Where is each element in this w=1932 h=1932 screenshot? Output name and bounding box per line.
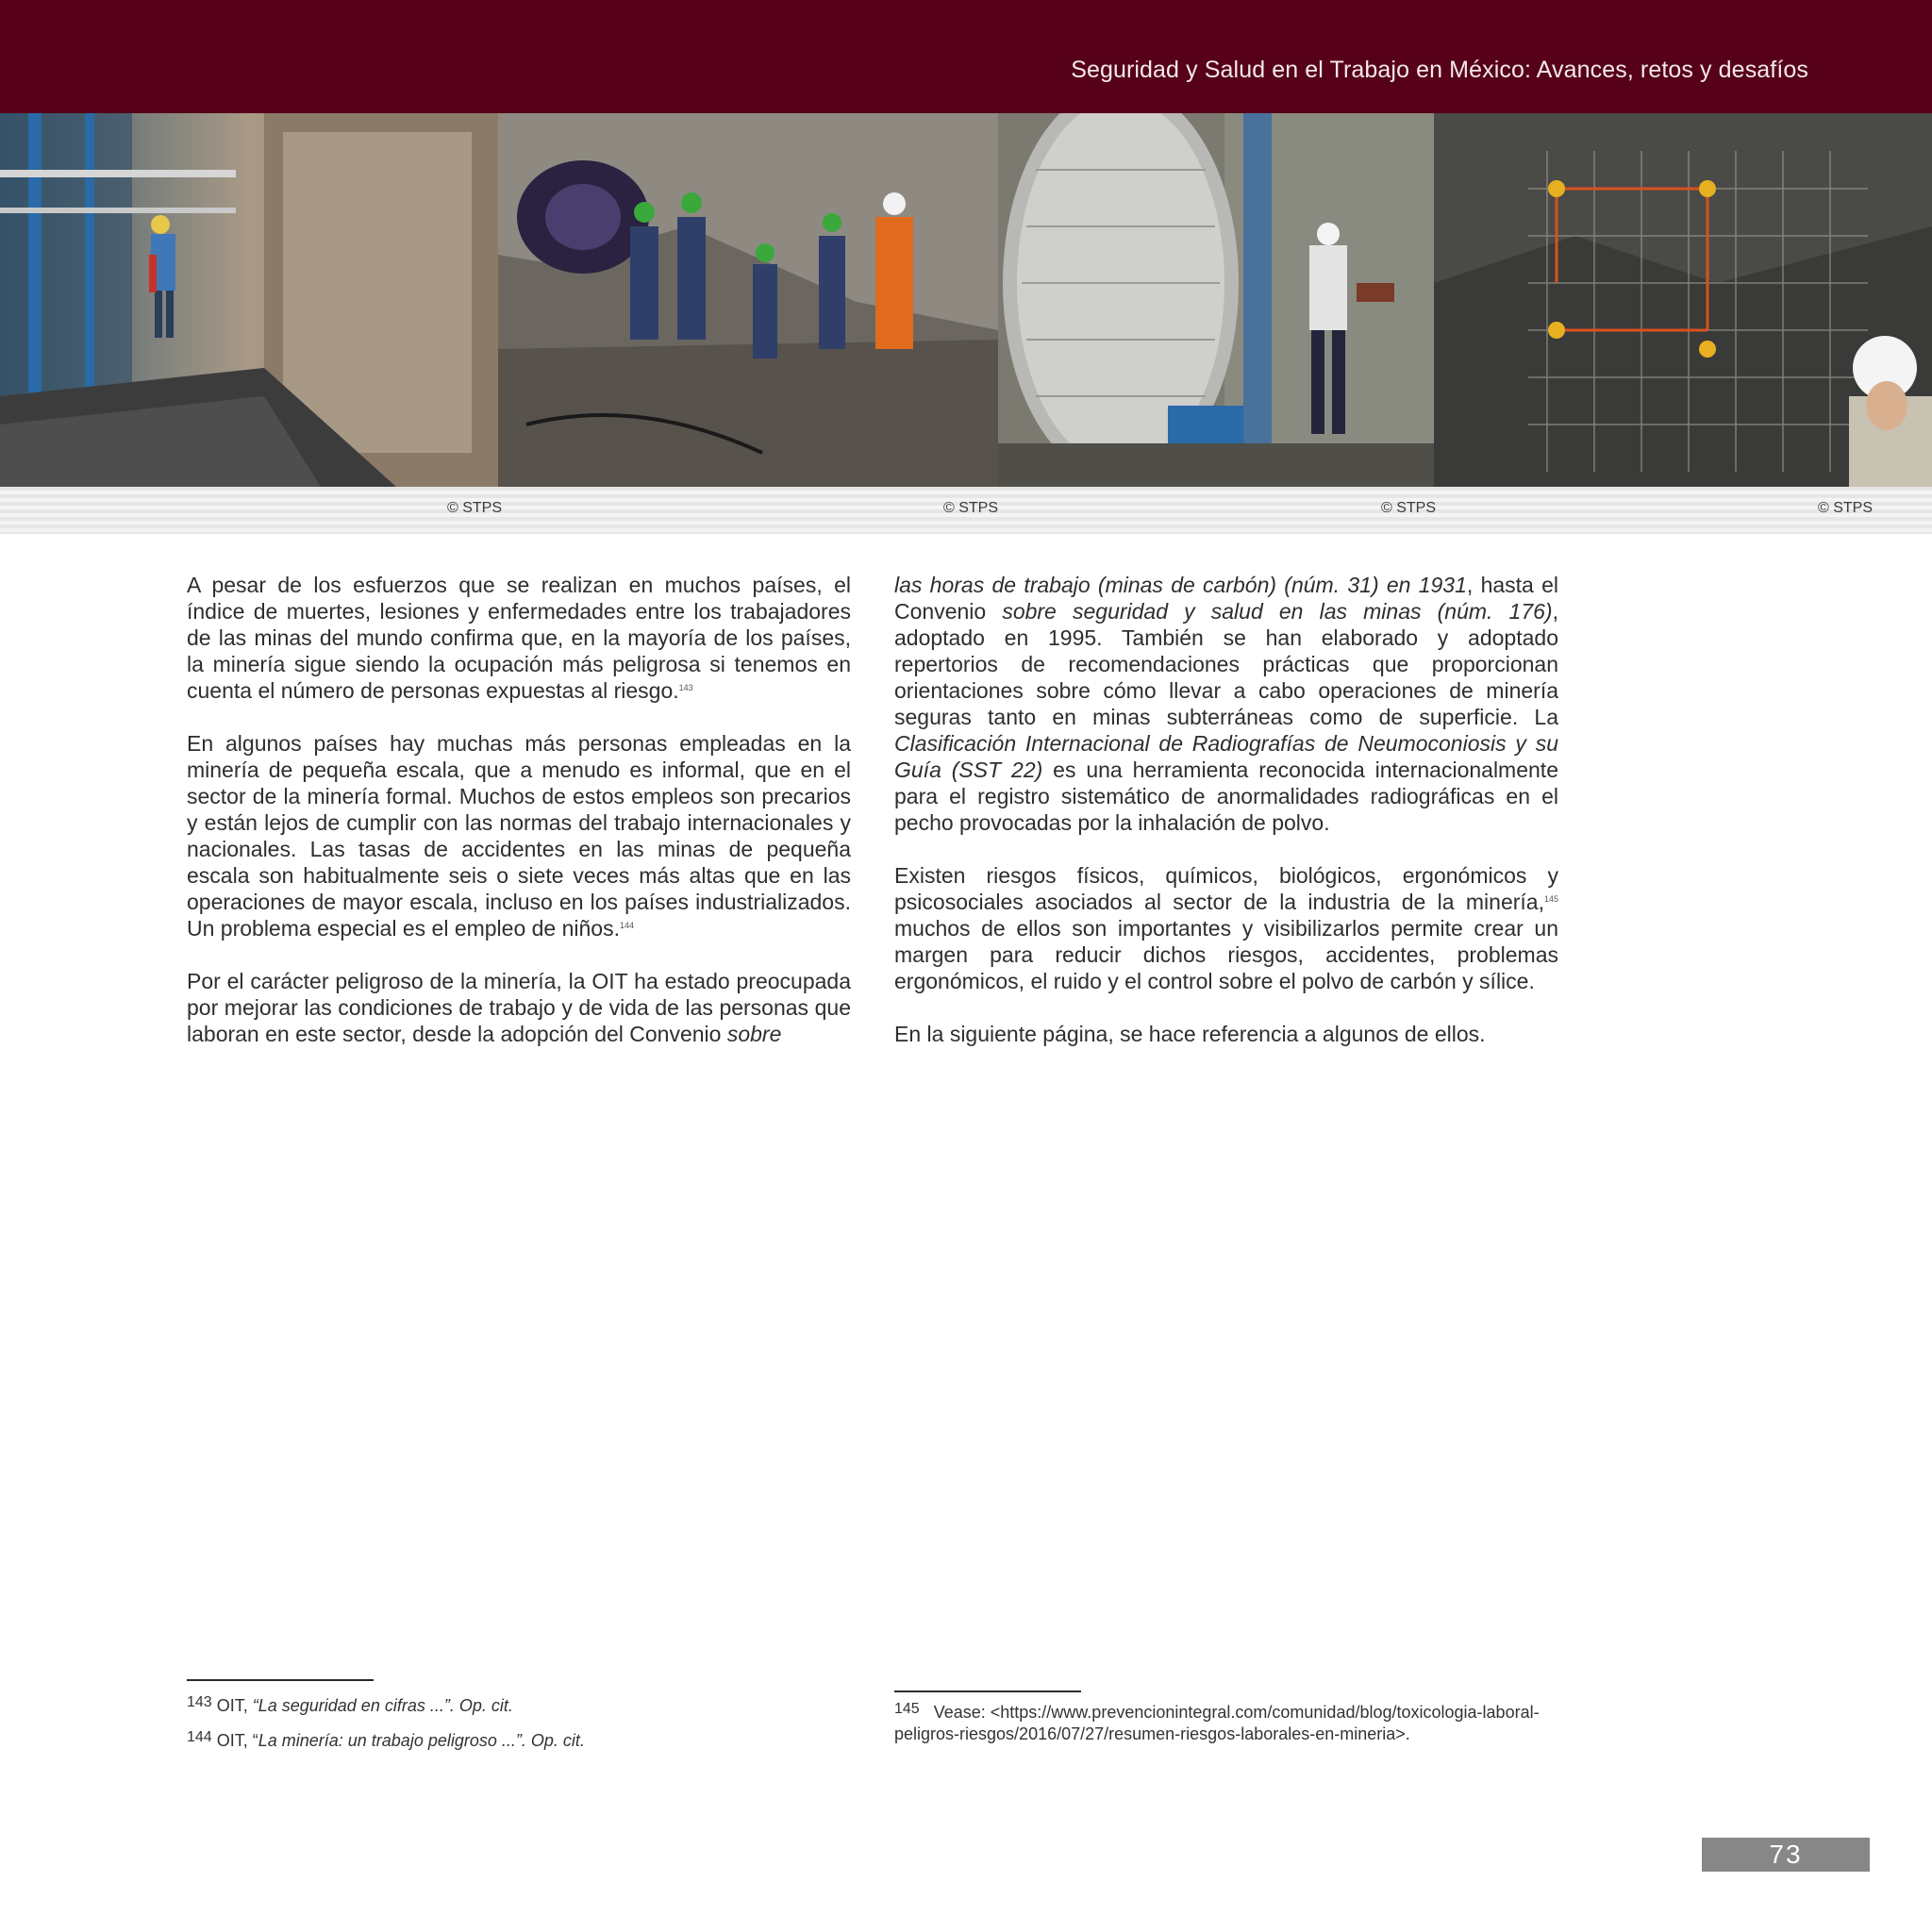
footnote-143: 143 OIT, “La seguridad en cifras ...”. Op. cit. [187, 1694, 513, 1715]
paragraph: En la siguiente página, se hace referencia a algunos de ellos. [894, 1022, 1486, 1046]
running-header-title: Seguridad y Salud en el Trabajo en México: Avances, retos y desafíos [1071, 57, 1808, 83]
footnote-ref: 144 [620, 921, 635, 930]
header-band [0, 0, 1932, 113]
footnote-145: 145 Vease: <https://www.prevencionintegral.com/comunidad/blog/toxicologia-laboral-peligros-riesgos/2016/07/27/resumen-riesgos-laborales-en-mineria>. [894, 1701, 1540, 1743]
photo-credit: © STPS [1818, 500, 1874, 516]
footnote-rule [187, 1679, 374, 1681]
page-number-box [1702, 1838, 1870, 1872]
photo-credit-band [0, 487, 1932, 534]
footnote-144: 144 OIT, “La minería: un trabajo peligroso ...”. Op. cit. [187, 1729, 585, 1750]
photo-credit: © STPS [447, 500, 503, 516]
photo-industrial-plant [0, 113, 498, 487]
text-column-left [187, 572, 851, 1074]
paragraph: Existen riesgos físicos, químicos, biológicos, ergonómicos y psicosociales asociados al sector de la industria de la minería,$^{145}$ muchos de ellos son importantes y visibilizarlos permite crear un margen para reducir dichos riesgos, accidentes, problemas ergonómicos, el ruido y el control sobre el polvo de carbón y sílice. [894, 863, 1558, 993]
paragraph: En algunos países hay muchas más personas empleadas en la minería de pequeña escala, que a menudo es informal, que en el sector de la minería formal. Muchos de estos empleos son precarios y están lejos de cumplir con las normas del trabajo internacionales y nacionales. Las tasas de accidentes en las minas de pequeña escala son habitualmente seis o siete veces más altas que en las operaciones de mayor escala, incluso en los países industrializados. Un problema especial es el empleo de niños.$^{144}$ [187, 731, 851, 941]
paragraph: Por el carácter peligroso de la minería, la OIT ha estado preocupada por mejorar las condiciones de trabajo y de vida de las personas que laboran en este sector, desde la adopción del Convenio sobre [187, 969, 851, 1046]
photo-credit: © STPS [943, 500, 999, 516]
footnote-ref: 143 [678, 683, 693, 692]
footnote-ref: 145 [1543, 894, 1558, 904]
page-number: 73 [1769, 1840, 1803, 1869]
photo-tank-valve [998, 113, 1434, 487]
paragraph: A pesar de los esfuerzos que se realizan en muchos países, el índice de muertes, lesiones y enfermedades entre los trabajadores de las minas del mundo confirma que, en la mayoría de los países, la minería sigue siendo la ocupación más peligrosa si tenemos en cuenta el número de personas expuestas al riesgo.$^{143}$ [187, 573, 851, 703]
photo-credit: © STPS [1381, 500, 1437, 516]
photo-strip [0, 113, 1932, 487]
photo-rock-mesh [1434, 113, 1932, 487]
photo-mine-tunnel [498, 113, 998, 487]
footnote-rule [894, 1690, 1081, 1692]
footnotes-right [894, 1690, 1558, 1745]
paragraph: las horas de trabajo (minas de carbón) (núm. 31) en 1931, hasta el Convenio sobre seguridad y salud en las minas (núm. 176), adoptado en 1995. También se han elaborado y adoptado repertorios de recomendaciones prácticas que proporcionan orientaciones sobre cómo llevar a cabo operaciones de minería seguras tanto en minas subterráneas como de superficie. La Clasificación Internacional de Radiografías de Neumoconiosis y su Guía (SST 22) es una herramienta reconocida internacionalmente para el registro sistemático de anormalidades radiográficas en el pecho provocadas por la inhalación de polvo. [894, 573, 1559, 835]
footnotes-left [187, 1679, 828, 1757]
text-column-right [894, 572, 1558, 1074]
